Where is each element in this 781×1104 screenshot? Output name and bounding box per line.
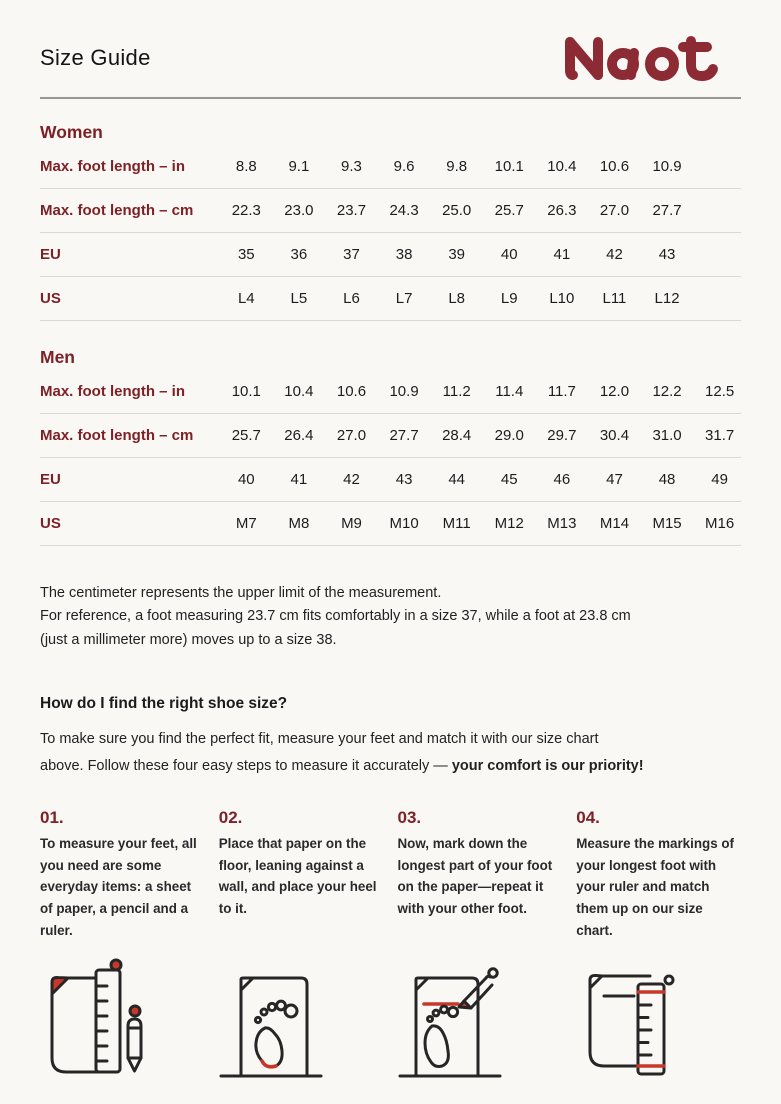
- size-value: L5: [290, 290, 308, 307]
- size-value: 23.0: [284, 202, 314, 219]
- size-value: M11: [442, 515, 471, 532]
- size-value: 10.9: [652, 158, 682, 175]
- intro-bold: your comfort is our priority!: [451, 758, 644, 775]
- step-3-icon-box: [398, 956, 563, 1084]
- size-value: 11.2: [442, 383, 471, 400]
- row-label: US: [40, 290, 61, 307]
- size-value: 25.7: [231, 427, 261, 444]
- size-value: 24.3: [389, 202, 419, 219]
- intro-line-1: To make sure you find the perfect fit, measure your feet and match it with our size chart: [40, 731, 599, 748]
- size-value: 40: [500, 246, 518, 263]
- note-line: The centimeter represents the upper limit of the measurement.: [40, 585, 442, 601]
- table-row-women-in: [40, 145, 741, 189]
- size-value: M15: [652, 515, 682, 532]
- row-values: [220, 246, 693, 263]
- size-value: 11.4: [495, 383, 524, 400]
- men-size-table: [40, 370, 741, 546]
- row-label: Max. foot length – in: [40, 383, 185, 400]
- row-label: EU: [40, 471, 61, 488]
- size-value: 10.6: [599, 158, 630, 175]
- table-row-men-in: [40, 370, 741, 414]
- size-value: 26.4: [284, 427, 314, 444]
- paper-ruler-pencil-icon: [40, 956, 150, 1084]
- step-text: Place that paper on the floor, leaning against a wall, and place your heel to it.: [218, 836, 377, 917]
- step-1-icon-box: [40, 956, 205, 1084]
- size-value: 38: [395, 246, 413, 263]
- steps-row: [40, 808, 741, 942]
- step-text: Measure the markings of your longest foot with your ruler and match them up on our size chart.: [576, 836, 735, 938]
- size-value: 29.7: [547, 427, 577, 444]
- step-4-icon-box: [576, 956, 741, 1084]
- size-value: 42: [606, 246, 623, 263]
- row-label: Max. foot length – cm: [40, 427, 194, 444]
- row-label: Max. foot length – cm: [40, 202, 194, 219]
- step-2-icon-box: [219, 956, 384, 1084]
- size-value: L9: [500, 290, 518, 307]
- size-value: 22.3: [231, 202, 261, 219]
- size-value: 27.0: [599, 202, 630, 219]
- size-value: 31.0: [652, 427, 682, 444]
- size-value: 39: [448, 246, 466, 263]
- women-heading: Women: [40, 122, 103, 142]
- note-line: For reference, a foot measuring 23.7 cm fits comfortably in a size 37, while a foot at 23.8 cm: [40, 608, 631, 625]
- size-value: L12: [654, 290, 680, 307]
- note-line: (just a millimeter more) moves up to a size 38.: [40, 631, 337, 648]
- row-values: [220, 383, 746, 400]
- size-value: 46: [553, 471, 571, 488]
- size-value: 30.4: [599, 427, 630, 444]
- size-value: 9.1: [288, 158, 310, 175]
- size-value: 25.7: [494, 202, 524, 219]
- size-value: 27.0: [336, 427, 367, 444]
- size-value: 26.3: [547, 202, 577, 219]
- size-value: 10.4: [547, 158, 577, 175]
- size-value: 11.7: [547, 383, 576, 400]
- step-number: 01.: [40, 808, 64, 828]
- size-value: 47: [606, 471, 623, 488]
- size-value: 12.0: [599, 383, 630, 400]
- size-value: 43: [658, 246, 676, 263]
- size-value: L7: [395, 290, 413, 307]
- men-heading: Men: [40, 347, 75, 367]
- row-values: [220, 158, 693, 175]
- size-value: L4: [237, 290, 255, 307]
- row-values: [220, 427, 746, 444]
- size-value: 29.0: [494, 427, 524, 444]
- table-row-men-eu: [40, 458, 741, 502]
- how-to-heading: How do I find the right shoe size?: [40, 695, 288, 713]
- size-value: 49: [711, 471, 728, 488]
- row-values: [220, 202, 693, 219]
- naot-logo-icon: [565, 35, 741, 81]
- size-value: M8: [288, 515, 310, 532]
- size-value: M16: [705, 515, 735, 532]
- table-row-women-cm: [40, 189, 741, 233]
- table-row-women-eu: [40, 233, 741, 277]
- step-number: 02.: [218, 808, 243, 828]
- row-values: [220, 290, 693, 307]
- step-number: 03.: [397, 808, 422, 828]
- size-value: 10.4: [284, 383, 314, 400]
- paper-mark-ruler-icon: [576, 956, 686, 1084]
- size-value: M12: [494, 515, 524, 532]
- size-value: 9.6: [393, 158, 415, 175]
- row-label: Max. foot length – in: [40, 158, 185, 175]
- size-value: 23.7: [336, 202, 367, 219]
- size-value: 43: [395, 471, 413, 488]
- row-values: [220, 515, 746, 532]
- size-value: 41: [553, 246, 571, 263]
- size-value: 9.8: [446, 158, 468, 175]
- table-row-men-us: [40, 502, 741, 546]
- size-value: M7: [235, 515, 257, 532]
- size-value: 12.2: [652, 383, 682, 400]
- size-value: M10: [389, 515, 419, 532]
- table-row-women-us: [40, 277, 741, 321]
- row-label: US: [40, 515, 61, 532]
- step-icons-row: [40, 956, 741, 1084]
- header: [40, 32, 741, 84]
- paper-footprint-heel-icon: [219, 956, 329, 1084]
- size-value: 45: [500, 471, 518, 488]
- size-value: 10.1: [494, 158, 524, 175]
- size-value: 10.1: [231, 383, 261, 400]
- row-values: [220, 471, 746, 488]
- size-value: 25.0: [442, 202, 472, 219]
- size-value: 10.6: [336, 383, 367, 400]
- size-value: L8: [448, 290, 466, 307]
- paper-footprint-mark-pencil-icon: [398, 956, 508, 1084]
- size-value: L11: [602, 290, 627, 307]
- step-4: [576, 808, 741, 942]
- size-value: 10.9: [389, 383, 419, 400]
- size-value: 48: [658, 471, 676, 488]
- size-value: L6: [343, 290, 360, 307]
- size-value: M14: [599, 515, 630, 532]
- row-label: EU: [40, 246, 61, 263]
- step-1: [40, 808, 205, 942]
- measurement-note: [40, 582, 741, 652]
- step-number: 04.: [576, 808, 600, 828]
- table-row-men-cm: [40, 414, 741, 458]
- size-value: L10: [549, 290, 575, 307]
- size-value: 42: [343, 471, 360, 488]
- step-text: Now, mark down the longest part of your foot on the paper—repeat it with your other foot.: [397, 836, 553, 917]
- size-value: 44: [448, 471, 466, 488]
- step-3: [398, 808, 563, 942]
- women-size-table: [40, 145, 741, 321]
- size-value: 31.7: [705, 427, 735, 444]
- step-text: To measure your feet, all you need are some everyday items: a sheet of paper, a pencil and a ruler.: [40, 836, 197, 938]
- step-2: [219, 808, 384, 942]
- size-value: M13: [547, 515, 577, 532]
- size-value: 8.8: [235, 158, 257, 175]
- size-value: 35: [237, 246, 255, 263]
- intro-line-2: above. Follow these four easy steps to measure it accurately —: [40, 758, 452, 775]
- header-divider: [40, 97, 741, 99]
- size-value: 41: [290, 471, 308, 488]
- size-value: 27.7: [652, 202, 682, 219]
- size-value: 9.3: [341, 158, 362, 175]
- size-value: 37: [343, 246, 360, 263]
- size-value: M9: [341, 515, 362, 532]
- page-title: Size Guide: [40, 45, 151, 70]
- size-value: 40: [237, 471, 255, 488]
- size-value: 27.7: [389, 427, 419, 444]
- size-value: 36: [290, 246, 308, 263]
- size-value: 12.5: [705, 383, 735, 400]
- size-value: 28.4: [442, 427, 472, 444]
- how-to-intro: [40, 726, 741, 780]
